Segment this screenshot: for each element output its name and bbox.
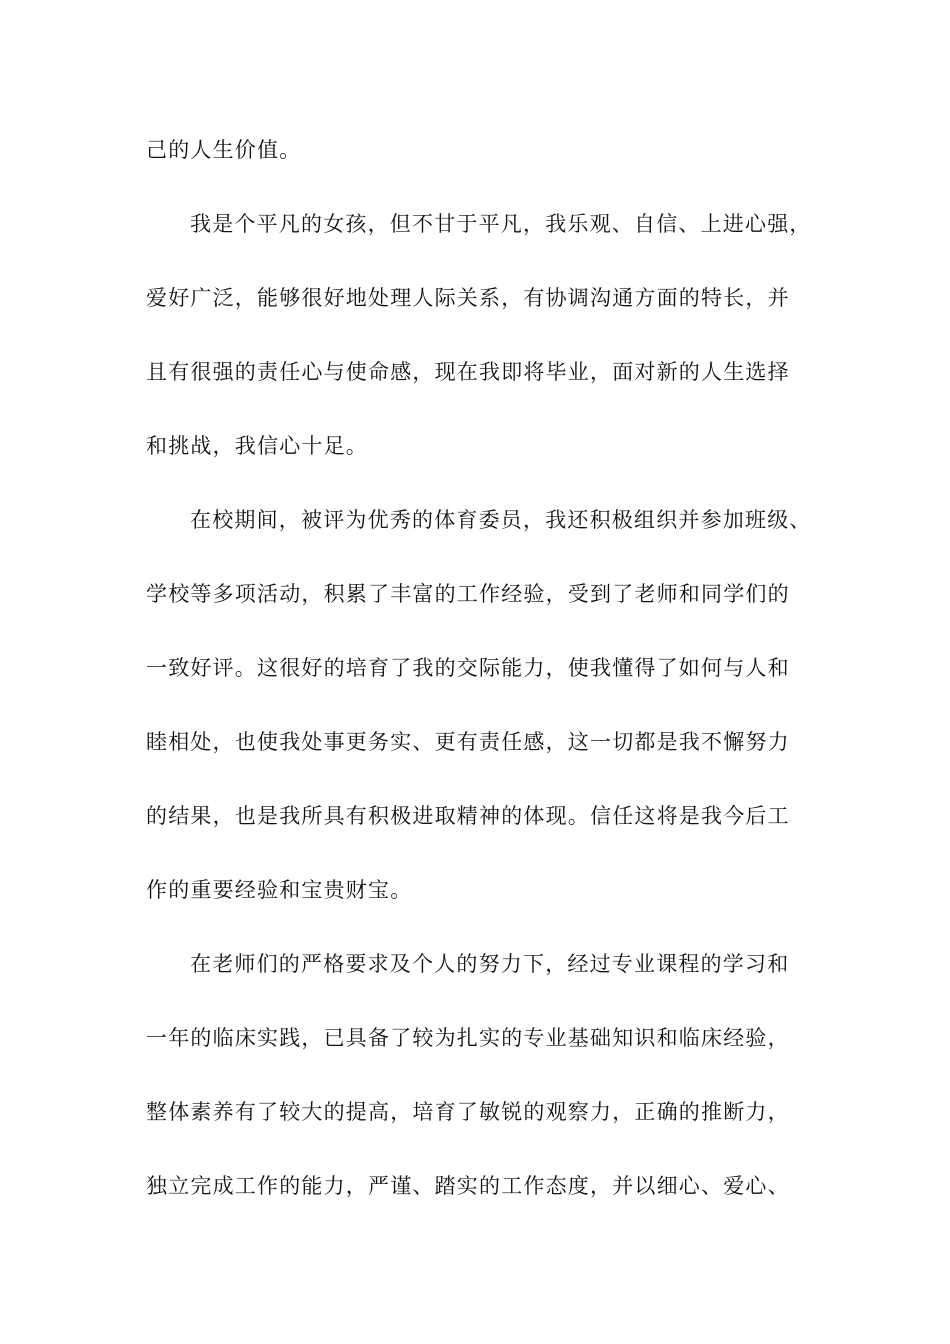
paragraph-first-line: 我是个平凡的女孩，但不甘于平凡，我乐观、自信、上进心强， — [190, 212, 812, 236]
text-line: 和挑战，我信心十足。 — [146, 434, 368, 458]
text-line: 一致好评。这很好的培育了我的交际能力，使我懂得了如何与人和 — [146, 656, 790, 680]
text-line: 己的人生价值。 — [146, 138, 302, 162]
text-line: 独立完成工作的能力，严谨、踏实的工作态度，并以细心、爱心、 — [146, 1174, 790, 1198]
text-line: 整体素养有了较大的提高，培育了敏锐的观察力，正确的推断力， — [146, 1100, 790, 1124]
paragraph-first-line: 在校期间，被评为优秀的体育委员，我还积极组织并参加班级、 — [190, 508, 812, 532]
text-line: 的结果，也是我所具有积极进取精神的体现。信任这将是我今后工 — [146, 804, 790, 828]
text-line: 作的重要经验和宝贵财宝。 — [146, 878, 413, 902]
text-line: 爱好广泛，能够很好地处理人际关系，有协调沟通方面的特长，并 — [146, 286, 790, 310]
text-line: 睦相处，也使我处事更务实、更有责任感，这一切都是我不懈努力 — [146, 730, 790, 754]
text-line: 且有很强的责任心与使命感，现在我即将毕业，面对新的人生选择 — [146, 360, 790, 384]
text-line: 学校等多项活动，积累了丰富的工作经验，受到了老师和同学们的 — [146, 582, 790, 606]
paragraph-first-line: 在老师们的严格要求及个人的努力下，经过专业课程的学习和 — [190, 952, 790, 976]
text-line: 一年的临床实践，已具备了较为扎实的专业基础知识和临床经验， — [146, 1026, 790, 1050]
